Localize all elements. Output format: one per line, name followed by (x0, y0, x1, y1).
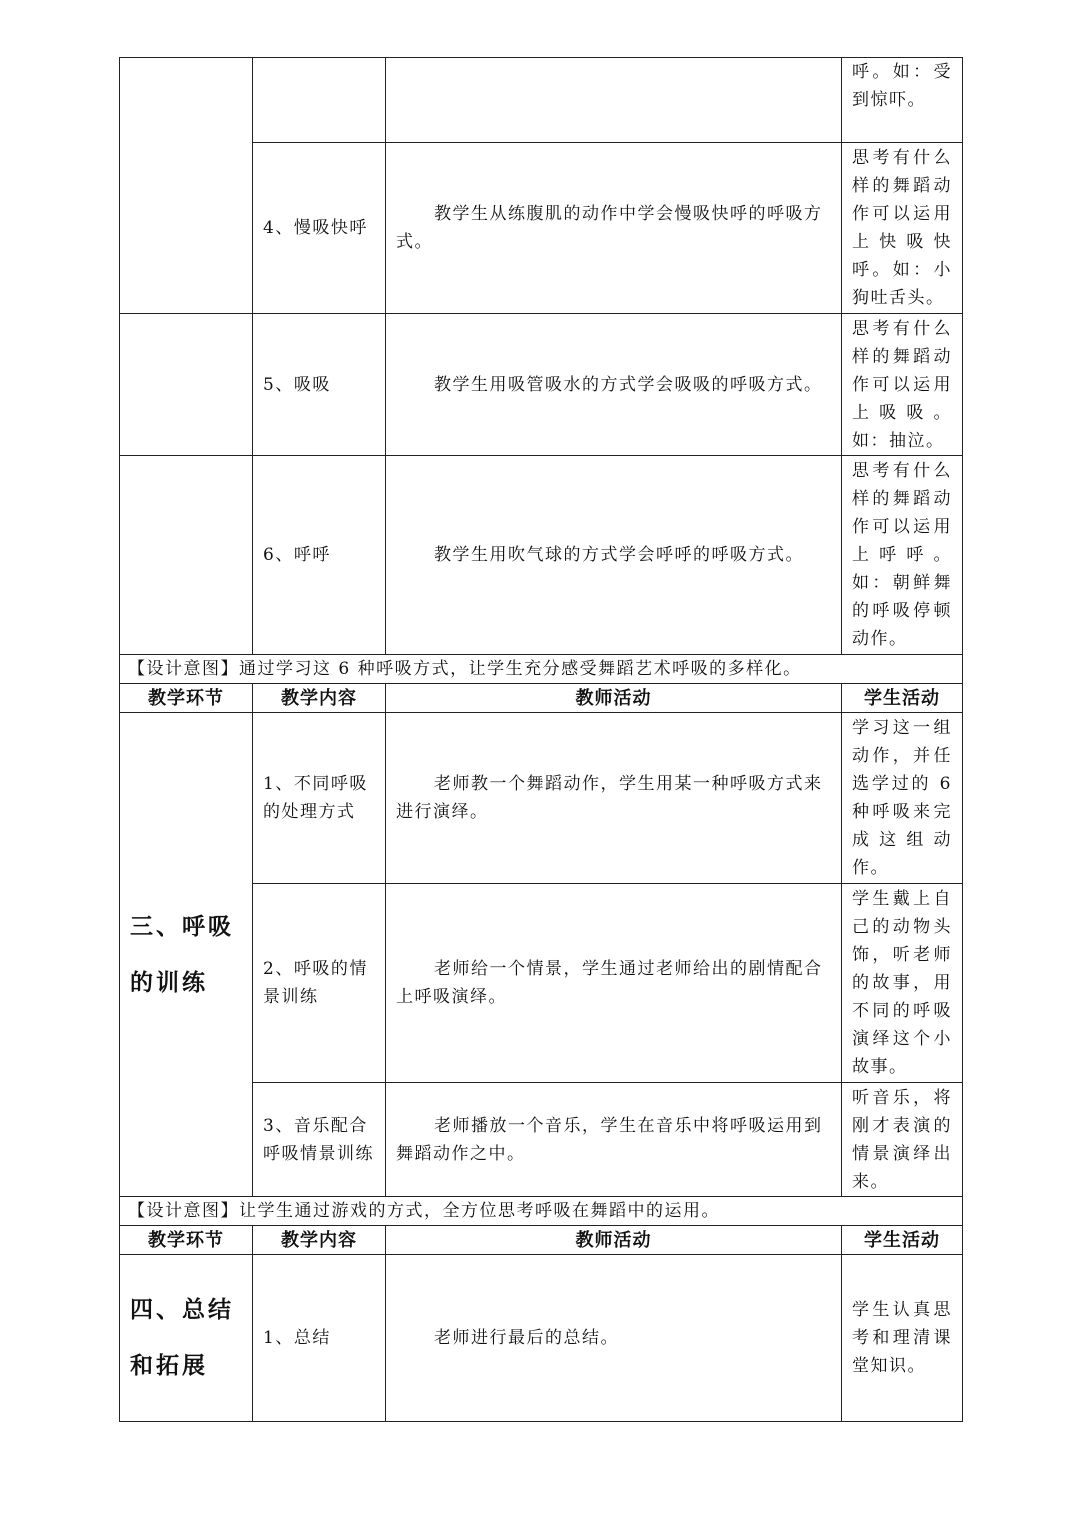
table-row (120, 713, 963, 884)
content-cell (253, 884, 386, 1083)
student-activity-cell (842, 314, 963, 456)
student-activity-cell (842, 1255, 963, 1422)
stage-cell (120, 456, 253, 655)
student-activity-text: 思考有什么样的舞蹈动作可以运用上呼呼。如：朝鲜舞的呼吸停顿动作。 (852, 461, 952, 649)
student-activity-text: 学生戴上自己的动物头饰，听老师的故事，用不同的呼吸演绎这个小故事。 (852, 889, 952, 1077)
stage-title: 三、呼吸的训练 (130, 912, 234, 996)
student-activity-text: 学习这一组动作，并任选学过的 6 种呼吸来完成这组动作。 (852, 718, 952, 878)
header-student: 学生活动 (842, 684, 963, 713)
student-activity-text: 呼。如：受到惊吓。 (852, 62, 952, 110)
content-text: 2、呼吸的情景训练 (263, 959, 368, 1007)
lesson-plan-table (119, 57, 963, 1422)
teacher-activity-text: 教学生用吸管吸水的方式学会吸吸的呼吸方式。 (434, 374, 823, 395)
student-activity-cell (842, 1083, 963, 1197)
design-intent-text: 【设计意图】通过学习这 6 种呼吸方式，让学生充分感受舞蹈艺术呼吸的多样化。 (120, 655, 963, 684)
teacher-cell (386, 58, 842, 143)
content-text: 1、不同呼吸的处理方式 (263, 774, 368, 822)
header-content: 教学内容 (253, 684, 386, 713)
content-cell (253, 314, 386, 456)
teacher-activity-text: 教学生从练腹肌的动作中学会慢吸快呼的呼吸方式。 (396, 204, 823, 252)
content-cell (253, 456, 386, 655)
student-activity-cell (842, 713, 963, 884)
stage-cell-section-4 (120, 1255, 253, 1422)
design-intent-row (120, 655, 963, 684)
teacher-activity-text: 老师进行最后的总结。 (434, 1328, 619, 1348)
teacher-activity-text: 老师播放一个音乐，学生在音乐中将呼吸运用到舞蹈动作之中。 (396, 1115, 823, 1164)
teacher-cell (386, 1083, 842, 1197)
table-row (120, 1255, 963, 1422)
content-cell (253, 1083, 386, 1197)
table-row (120, 58, 963, 143)
design-intent-text: 【设计意图】让学生通过游戏的方式，全方位思考呼吸在舞蹈中的运用。 (120, 1197, 963, 1226)
header-teacher: 教师活动 (386, 684, 842, 713)
teacher-cell (386, 456, 842, 655)
teacher-cell (386, 713, 842, 884)
student-activity-text: 思考有什么样的舞蹈动作可以运用上吸吸。如：抽泣。 (852, 318, 952, 451)
teacher-activity-text: 老师教一个舞蹈动作，学生用某一种呼吸方式来进行演绎。 (396, 774, 823, 822)
teacher-cell (386, 314, 842, 456)
student-activity-cell (842, 456, 963, 655)
teacher-activity-text: 老师给一个情景，学生通过老师给出的剧情配合上呼吸演绎。 (396, 959, 823, 1007)
stage-cell (120, 314, 253, 456)
table-header-row (120, 1226, 963, 1255)
student-activity-text: 思考有什么样的舞蹈动作可以运用上快吸快呼。如：小狗吐舌头。 (852, 148, 952, 308)
student-activity-text: 听音乐，将刚才表演的情景演绎出来。 (852, 1087, 952, 1192)
header-stage: 教学环节 (120, 684, 253, 713)
teacher-cell (386, 143, 842, 314)
content-cell (253, 713, 386, 884)
design-intent-row (120, 1197, 963, 1226)
stage-cell (120, 58, 253, 314)
content-cell (253, 58, 386, 143)
content-text: 6、呼呼 (263, 545, 331, 565)
content-cell (253, 1255, 386, 1422)
header-teacher: 教师活动 (386, 1226, 842, 1255)
content-cell (253, 143, 386, 314)
student-activity-cell (842, 143, 963, 314)
teacher-cell (386, 1255, 842, 1422)
student-activity-cell (842, 58, 963, 143)
stage-cell-section-3 (120, 713, 253, 1197)
teacher-cell (386, 884, 842, 1083)
header-stage: 教学环节 (120, 1226, 253, 1255)
student-activity-cell (842, 884, 963, 1083)
table-row (120, 314, 963, 456)
header-student: 学生活动 (842, 1226, 963, 1255)
header-content: 教学内容 (253, 1226, 386, 1255)
teacher-activity-text: 教学生用吹气球的方式学会呼呼的呼吸方式。 (434, 545, 804, 565)
content-text: 1、总结 (263, 1328, 331, 1348)
table-header-row (120, 684, 963, 713)
student-activity-text: 学生认真思考和理清课堂知识。 (852, 1300, 952, 1376)
table-row (120, 456, 963, 655)
content-text: 4、慢吸快呼 (263, 218, 368, 238)
content-text: 5、吸吸 (263, 374, 331, 395)
content-text: 3、音乐配合呼吸情景训练 (263, 1115, 374, 1164)
stage-title: 四、总结和拓展 (130, 1296, 234, 1379)
